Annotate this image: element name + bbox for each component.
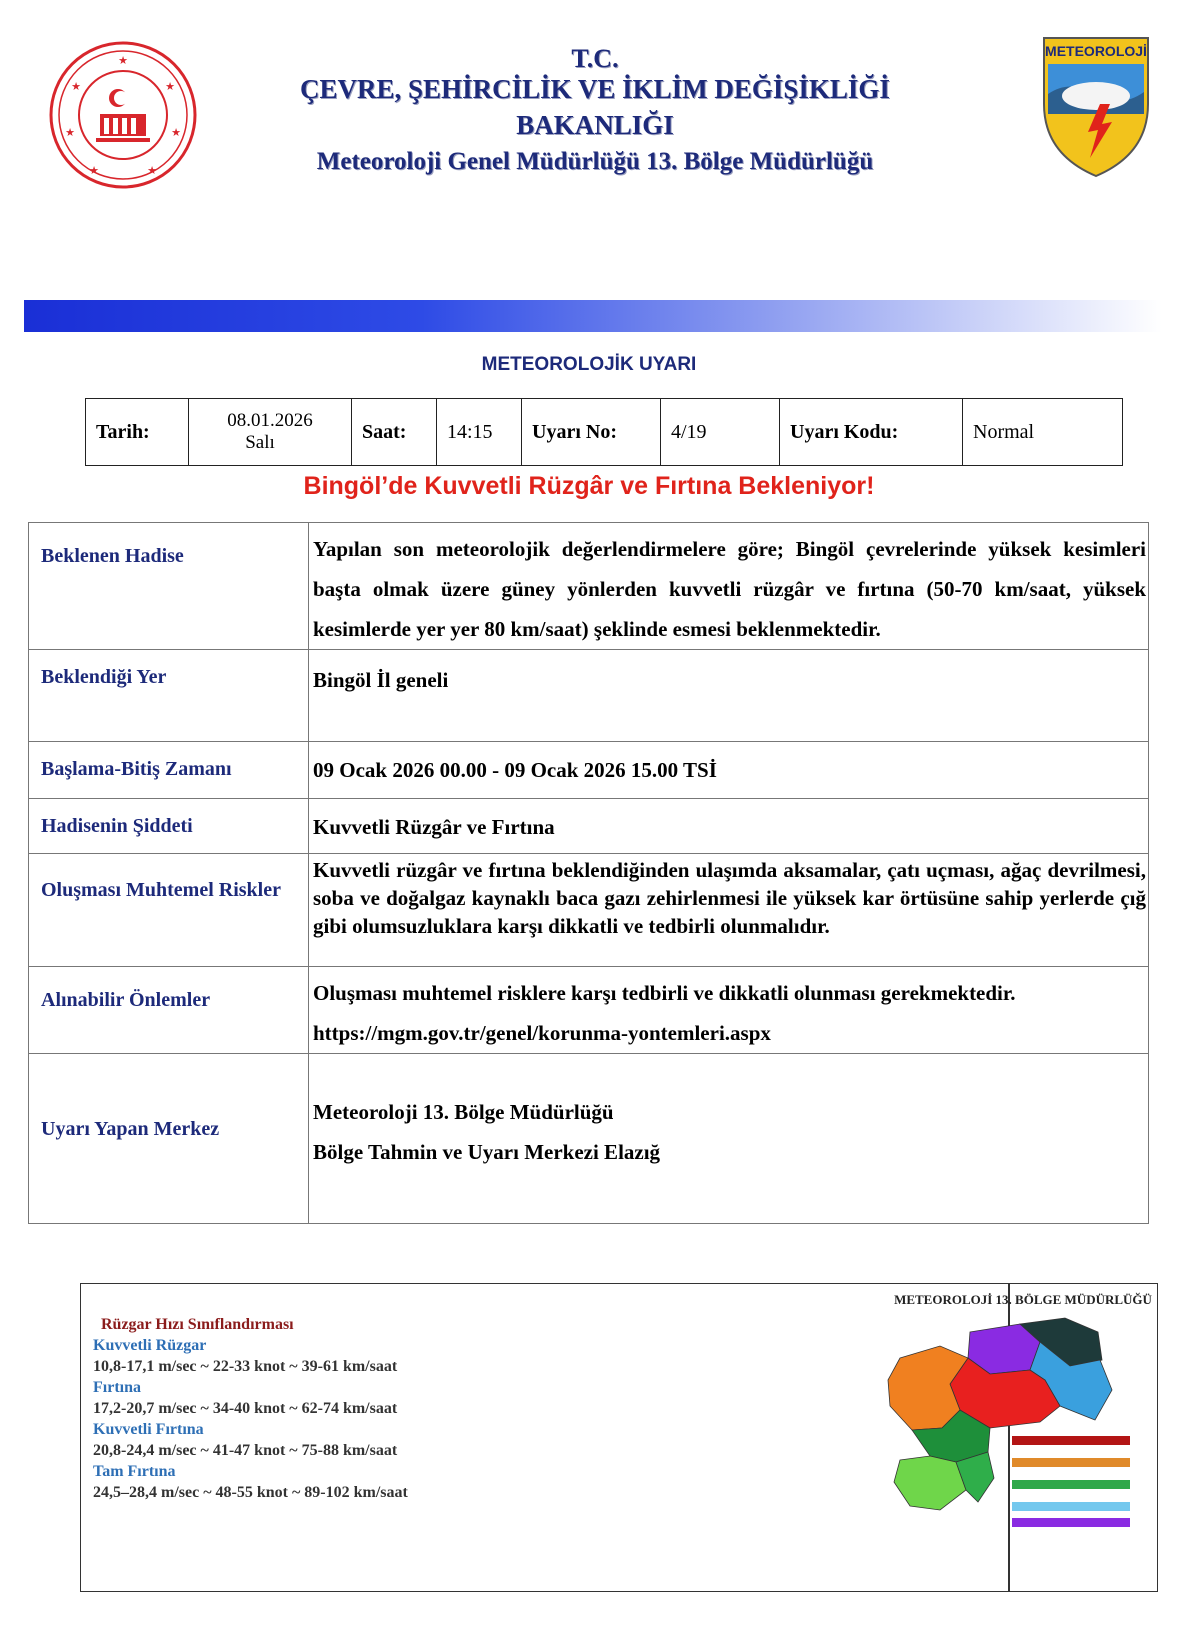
measures-link[interactable]: https://mgm.gov.tr/genel/korunma-yontemleri.aspx: [313, 1021, 771, 1045]
expected-event-label: Beklenen Hadise: [29, 523, 309, 650]
table-row: [29, 799, 1149, 854]
legend-class-name: Tam Fırtına: [93, 1463, 176, 1480]
table-row: [29, 650, 1149, 742]
header-ministry: ÇEVRE, ŞEHİRCİLİK VE İKLİM DEĞİŞİKLİĞİ: [300, 74, 890, 104]
possible-risks-value: Kuvvetli rüzgâr ve fırtına beklendiğinden ulaşımda aksamalar, çatı uçması, ağaç devrilmesi, soba ve doğalgaz kaynaklı baca gazı zehirlenmesi ile yüksek kar örtüsüne sahip yerlerde çığ gibi olumsuzluklara karşı dikkatli ve tedbirli olunmalıdır.: [309, 854, 1149, 967]
wind-speed-legend: [93, 1314, 408, 1503]
legend-class-name: Fırtına: [93, 1379, 141, 1396]
date-cell: [189, 399, 352, 466]
warning-details-table: [28, 522, 1149, 1224]
header-tc: T.C.: [571, 44, 619, 73]
header-bakanlik: BAKANLIĞI: [516, 110, 674, 140]
measures-value: Oluşması muhtemel risklere karşı tedbirli ve dikkatli olunması gerekmektedir.: [313, 981, 1016, 1005]
warning-info-table: [85, 398, 1123, 466]
expected-event-value: Yapılan son meteorolojik değerlendirmelere göre; Bingöl çevrelerinde yüksek kesimleri başta olmak üzere güney yönlerden kuvvetli rüzgâr ve fırtına (50-70 km/saat, yüksek kesimlerde yer yer 80 km/saat) şeklinde esmesi beklenmektedir.: [309, 523, 1149, 650]
table-row: [29, 742, 1149, 799]
svg-text:★: ★: [171, 127, 181, 139]
severity-value: Kuvvetli Rüzgâr ve Fırtına: [309, 799, 1149, 854]
meteoroloji-logo-icon: [1040, 34, 1152, 180]
ministry-seal-icon: [48, 40, 198, 190]
possible-risks-label: Oluşması Muhtemel Riskler: [29, 854, 309, 967]
warning-code-label: Uyarı Kodu:: [780, 399, 963, 466]
logo-text: METEOROLOJİ: [1045, 43, 1147, 59]
header-gradient-bar: [24, 300, 1162, 332]
measures-label: Alınabilir Önlemler: [29, 967, 309, 1054]
warning-no-value: 4/19: [661, 399, 780, 466]
date-value: 08.01.2026: [227, 410, 313, 431]
table-row: [29, 854, 1149, 967]
table-row: [29, 1054, 1149, 1224]
svg-text:★: ★: [118, 55, 128, 67]
header-directorate: Meteoroloji Genel Müdürlüğü 13. Bölge Müdürlüğü: [316, 148, 874, 175]
legend-class-name: Kuvvetli Rüzgar: [93, 1337, 207, 1354]
warning-title: METEOROLOJİK UYARI: [481, 354, 697, 375]
region-map-icon: [870, 1310, 1140, 1530]
severity-label: Hadisenin Şiddeti: [29, 799, 309, 854]
map-title: METEOROLOJİ 13. BÖLGE MÜDÜRLÜĞÜ: [894, 1292, 1152, 1307]
issuing-center-label: Uyarı Yapan Merkez: [29, 1054, 309, 1224]
svg-text:★: ★: [65, 127, 75, 139]
issuing-center-line1: Meteoroloji 13. Bölge Müdürlüğü: [313, 1100, 614, 1124]
measures-cell: [309, 967, 1149, 1054]
svg-text:★: ★: [147, 165, 157, 177]
svg-text:★: ★: [89, 165, 99, 177]
expected-place-label: Beklendiği Yer: [29, 650, 309, 742]
legend-class-value: 24,5–28,4 m/sec ~ 48-55 knot ~ 89-102 km/saat: [93, 1484, 408, 1501]
day-value: Salı: [245, 432, 275, 453]
legend-class-value: 20,8-24,4 m/sec ~ 41-47 knot ~ 75-88 km/saat: [93, 1442, 398, 1459]
legend-title: Rüzgar Hızı Sınıflandırması: [101, 1316, 294, 1333]
time-value: 14:15: [437, 399, 522, 466]
time-label: Saat:: [352, 399, 437, 466]
issuing-center-line2: Bölge Tahmin ve Uyarı Merkezi Elazığ: [313, 1140, 661, 1164]
legend-class-name: Kuvvetli Fırtına: [93, 1421, 204, 1438]
svg-text:★: ★: [71, 81, 81, 93]
legend-class-value: 17,2-20,7 m/sec ~ 34-40 knot ~ 62-74 km/saat: [93, 1400, 398, 1417]
warning-no-label: Uyarı No:: [522, 399, 661, 466]
warning-headline: Bingöl’de Kuvvetli Rüzgâr ve Fırtına Bekleniyor!: [303, 472, 875, 500]
legend-class-value: 10,8-17,1 m/sec ~ 22-33 knot ~ 39-61 km/saat: [93, 1358, 398, 1375]
expected-place-value: Bingöl İl geneli: [309, 650, 1149, 742]
table-row: [29, 523, 1149, 650]
date-label: Tarih:: [86, 399, 189, 466]
svg-text:★: ★: [165, 81, 175, 93]
start-end-time-label: Başlama-Bitiş Zamanı: [29, 742, 309, 799]
start-end-time-value: 09 Ocak 2026 00.00 - 09 Ocak 2026 15.00 TSİ: [309, 742, 1149, 799]
issuing-center-cell: [309, 1054, 1149, 1224]
warning-code-value: Normal: [963, 399, 1123, 466]
table-row: [29, 967, 1149, 1054]
